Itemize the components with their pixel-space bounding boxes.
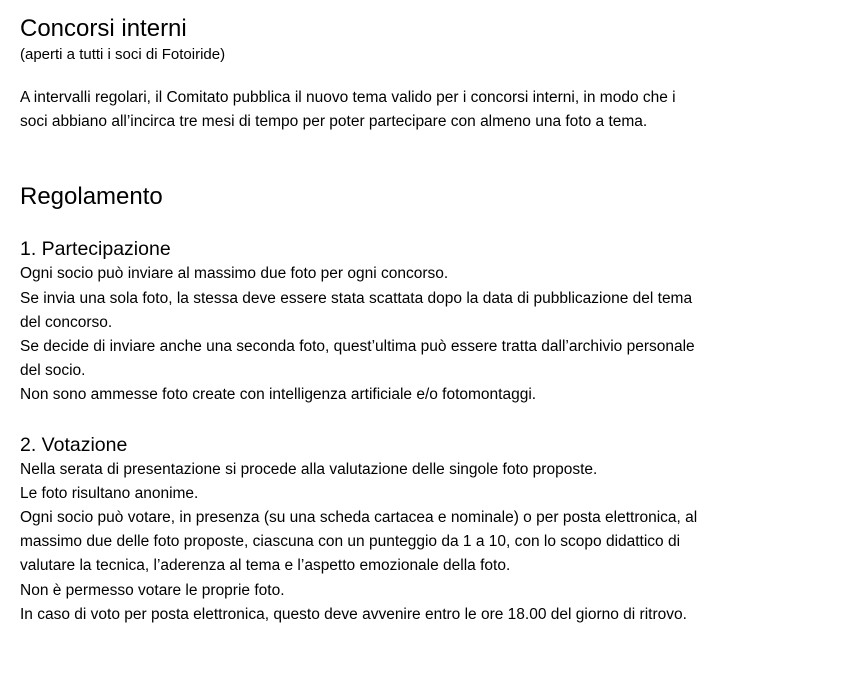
rule-line: Le foto risultano anonime.: [20, 484, 199, 502]
rule-line: Ogni socio può inviare al massimo due foto per ogni concorso.: [20, 265, 449, 283]
section-partecipazione: [20, 236, 821, 407]
rule-line: del concorso.: [20, 313, 113, 331]
rule-line: massimo due delle foto proposte, ciascuna con un punteggio da 1 a 10, con lo scopo didattico di: [20, 533, 681, 551]
rule-line: Non è permesso votare le proprie foto.: [20, 581, 285, 599]
intro-line: A intervalli regolari, il Comitato pubblica il nuovo tema valido per i concorsi interni, in modo che i: [20, 89, 676, 106]
rule-line: Nella serata di presentazione si procede alla valutazione delle singole foto proposte.: [20, 460, 598, 478]
rule-line: Se decide di inviare anche una seconda foto, quest’ultima può essere tratta dall’archivio personale: [20, 338, 695, 356]
rule-line: del socio.: [20, 362, 86, 380]
intro-paragraph: [20, 86, 821, 134]
section-votazione: [20, 432, 821, 627]
section-title-votazione: 2. Votazione: [20, 433, 128, 456]
rule-line: In caso di voto per posta elettronica, questo deve avvenire entro le ore 18.00 del giorno di ritrovo.: [20, 605, 687, 623]
rule-line: Se invia una sola foto, la stessa deve essere stata scattata dopo la data di pubblicazione del tema: [20, 289, 693, 307]
rule-line: Ogni socio può votare, in presenza (su una scheda cartacea e nominale) o per posta elettronica, al: [20, 509, 698, 527]
intro-line: soci abbiano all’incirca tre mesi di tempo per poter partecipare con almeno una foto a tema.: [20, 113, 648, 131]
regolamento-heading: Regolamento: [20, 183, 163, 211]
rule-line: valutare la tecnica, l’aderenza al tema e l’aspetto emozionale della foto.: [20, 557, 511, 575]
rule-line: Non sono ammesse foto create con intelligenza artificiale e/o fotomontaggi.: [20, 386, 537, 404]
page-title: Concorsi interni: [20, 15, 187, 42]
section-title-partecipazione: 1. Partecipazione: [20, 238, 171, 261]
page-subtitle: (aperti a tutti i soci di Fotoiride): [20, 46, 226, 63]
